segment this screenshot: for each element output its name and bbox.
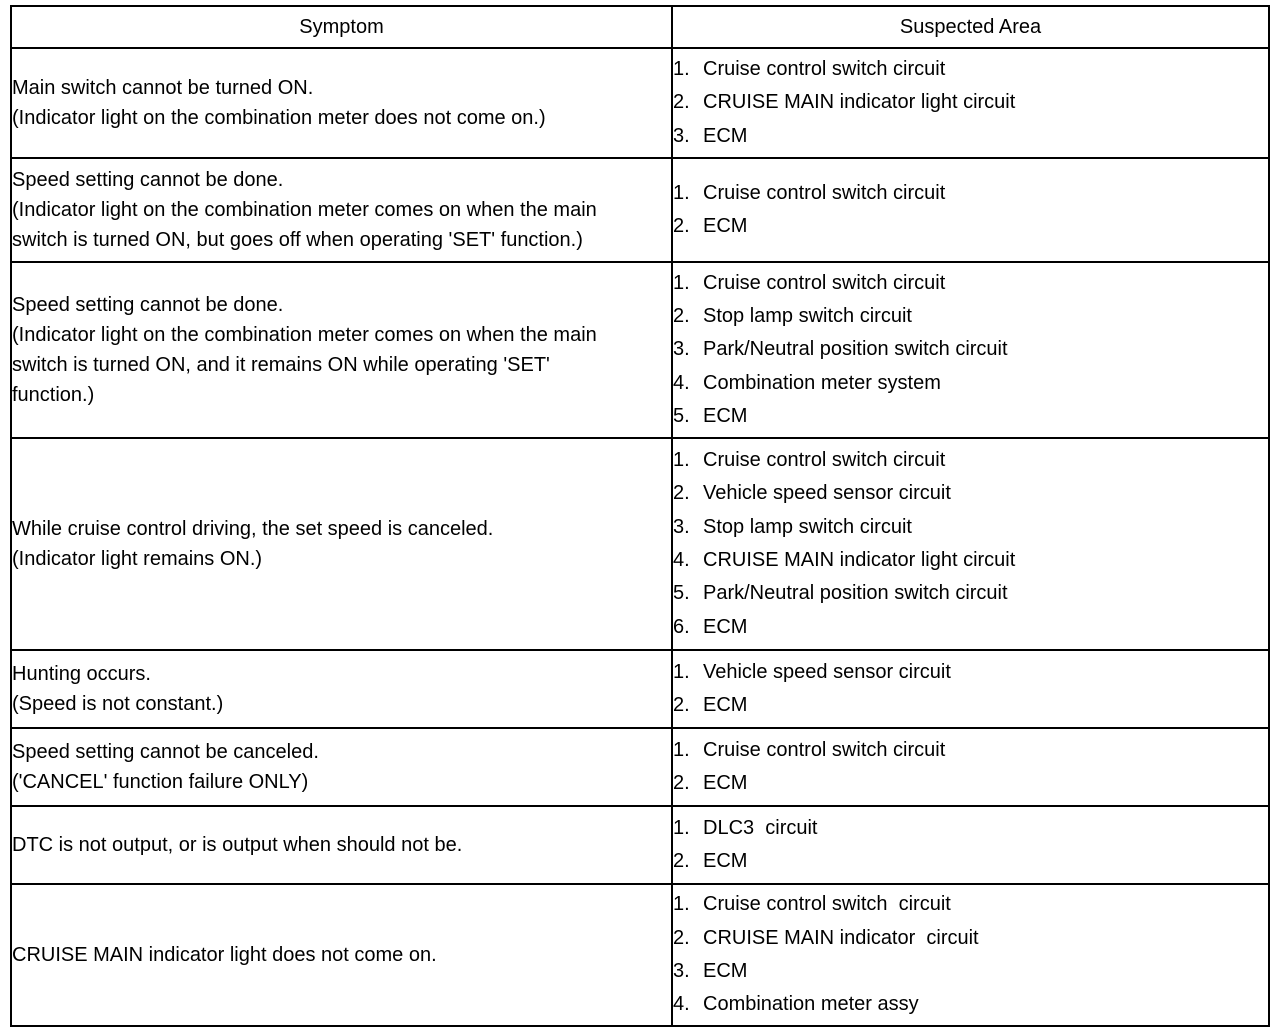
suspected-area-list — [673, 53, 1268, 153]
item-number: 1. — [673, 58, 690, 81]
item-number: 5. — [673, 404, 690, 427]
troubleshooting-table — [10, 5, 1270, 1027]
suspected-area-item — [673, 888, 1268, 921]
item-number: 2. — [673, 694, 690, 716]
item-text: Cruise control switch circuit — [703, 449, 946, 472]
symptom-text: ('CANCEL' function failure ONLY) — [12, 771, 309, 793]
item-text: Cruise control switch circuit — [703, 893, 951, 916]
item-text: DLC3 circuit — [703, 816, 818, 839]
suspected-area-list — [673, 656, 1268, 723]
table-row — [11, 650, 1269, 728]
table-row — [11, 262, 1269, 438]
symptom-text: Speed setting cannot be done. — [12, 169, 284, 191]
suspected-area-cell — [672, 884, 1269, 1026]
item-text: ECM — [703, 404, 748, 427]
item-number: 3. — [673, 124, 690, 147]
item-number: 4. — [673, 371, 690, 394]
suspected-area-item — [673, 511, 1268, 544]
item-text: ECM — [703, 124, 748, 147]
item-number: 1. — [673, 660, 690, 683]
item-text: Stop lamp switch circuit — [703, 515, 912, 538]
symptom-text: (Indicator light on the combination meter comes on when the main — [12, 199, 597, 221]
suspected-area-item — [673, 734, 1268, 767]
item-text: ECM — [703, 772, 748, 794]
item-text: ECM — [703, 960, 748, 982]
suspected-area-item — [673, 300, 1268, 333]
suspected-area-item — [673, 611, 1268, 644]
suspected-area-item — [673, 656, 1268, 689]
table-row — [11, 884, 1269, 1026]
suspected-area-item — [673, 922, 1268, 955]
table-body — [11, 48, 1269, 1026]
suspected-area-item — [673, 477, 1268, 510]
symptom-text: (Speed is not constant.) — [12, 693, 224, 715]
item-number: 4. — [673, 993, 690, 1016]
symptom-cell — [11, 158, 672, 262]
suspected-area-item — [673, 955, 1268, 988]
item-number: 2. — [673, 91, 690, 114]
item-number: 5. — [673, 582, 690, 605]
item-text: Cruise control switch circuit — [703, 181, 946, 204]
item-text: Combination meter system — [703, 371, 941, 394]
suspected-area-item — [673, 544, 1268, 577]
symptom-text: (Indicator light on the combination meter comes on when the main — [12, 324, 597, 346]
table-row — [11, 728, 1269, 806]
item-text: CRUISE MAIN indicator light circuit — [703, 549, 1016, 571]
suspected-area-list — [673, 177, 1268, 244]
suspected-area-cell — [672, 48, 1269, 158]
item-number: 1. — [673, 893, 690, 916]
item-text: Vehicle speed sensor circuit — [703, 482, 951, 505]
item-number: 1. — [673, 271, 690, 294]
suspected-area-list — [673, 812, 1268, 879]
item-number: 1. — [673, 816, 690, 839]
suspected-area-item — [673, 845, 1268, 878]
table-row — [11, 48, 1269, 158]
symptom-text: Speed setting cannot be canceled. — [12, 741, 319, 763]
item-text: Cruise control switch circuit — [703, 58, 946, 81]
symptom-cell — [11, 806, 672, 884]
item-text: ECM — [703, 694, 748, 716]
item-number: 6. — [673, 615, 690, 638]
item-text: Park/Neutral position switch circuit — [703, 338, 1008, 361]
suspected-area-cell — [672, 438, 1269, 650]
item-number: 2. — [673, 926, 690, 949]
suspected-area-item — [673, 400, 1268, 433]
symptom-cell — [11, 262, 672, 438]
symptom-cell — [11, 438, 672, 650]
symptom-cell — [11, 884, 672, 1026]
suspected-area-list — [673, 888, 1268, 1021]
symptom-text: DTC is not output, or is output when should not be. — [12, 834, 463, 856]
symptom-text: (Indicator light on the combination meter does not come on.) — [12, 107, 546, 129]
item-text: Cruise control switch circuit — [703, 738, 946, 761]
suspected-area-item — [673, 367, 1268, 400]
symptom-text: CRUISE MAIN indicator light does not come on. — [12, 944, 437, 966]
suspected-area-item — [673, 689, 1268, 722]
table-row — [11, 438, 1269, 650]
symptom-header: Symptom — [11, 6, 672, 48]
item-text: CRUISE MAIN indicator circuit — [703, 926, 979, 949]
suspected-area-cell — [672, 262, 1269, 438]
suspected-area-item — [673, 267, 1268, 300]
suspected-area-item — [673, 444, 1268, 477]
suspected-area-item — [673, 53, 1268, 86]
item-number: 3. — [673, 338, 690, 361]
suspected-area-item — [673, 812, 1268, 845]
item-text: Combination meter assy — [703, 993, 919, 1016]
item-number: 2. — [673, 305, 690, 328]
item-text: Stop lamp switch circuit — [703, 305, 912, 328]
table-row — [11, 158, 1269, 262]
symptom-cell — [11, 650, 672, 728]
item-number: 4. — [673, 549, 690, 571]
item-number: 2. — [673, 482, 690, 505]
item-number: 1. — [673, 738, 690, 761]
item-number: 2. — [673, 215, 690, 237]
table-row — [11, 806, 1269, 884]
suspected-area-list — [673, 734, 1268, 801]
suspected-area-cell — [672, 650, 1269, 728]
suspected-area-item — [673, 177, 1268, 210]
item-text: ECM — [703, 615, 748, 638]
suspected-area-list — [673, 444, 1268, 644]
header-row — [11, 6, 1269, 48]
item-number: 2. — [673, 772, 690, 794]
suspected-area-item — [673, 988, 1268, 1021]
item-text: Cruise control switch circuit — [703, 271, 946, 294]
suspected-area-item — [673, 86, 1268, 119]
item-number: 1. — [673, 449, 690, 472]
suspected-area-item — [673, 120, 1268, 153]
item-number: 1. — [673, 181, 690, 204]
suspected-area-header: Suspected Area — [672, 6, 1269, 48]
suspected-area-item — [673, 210, 1268, 243]
item-text: Park/Neutral position switch circuit — [703, 582, 1008, 605]
symptom-text: function.) — [12, 384, 95, 406]
symptom-text: switch is turned ON, but goes off when operating 'SET' function.) — [12, 229, 583, 251]
item-text: Vehicle speed sensor circuit — [703, 660, 951, 683]
item-text: ECM — [703, 215, 748, 237]
symptom-text: Main switch cannot be turned ON. — [12, 77, 314, 99]
item-number: 3. — [673, 515, 690, 538]
suspected-area-list — [673, 267, 1268, 433]
suspected-area-item — [673, 577, 1268, 610]
item-number: 3. — [673, 960, 690, 982]
suspected-area-cell — [672, 158, 1269, 262]
item-text: CRUISE MAIN indicator light circuit — [703, 91, 1016, 114]
suspected-area-cell — [672, 728, 1269, 806]
item-text: ECM — [703, 850, 748, 872]
item-number: 2. — [673, 850, 690, 872]
symptom-cell — [11, 728, 672, 806]
symptom-text: While cruise control driving, the set speed is canceled. — [12, 518, 494, 540]
symptom-text: Speed setting cannot be done. — [12, 294, 284, 316]
symptom-text: Hunting occurs. — [12, 663, 151, 685]
troubleshooting-table-container — [10, 5, 1270, 1027]
suspected-area-cell — [672, 806, 1269, 884]
symptom-text: switch is turned ON, and it remains ON while operating 'SET' — [12, 354, 550, 376]
suspected-area-item — [673, 333, 1268, 366]
symptom-cell — [11, 48, 672, 158]
suspected-area-item — [673, 767, 1268, 800]
symptom-text: (Indicator light remains ON.) — [12, 548, 263, 570]
